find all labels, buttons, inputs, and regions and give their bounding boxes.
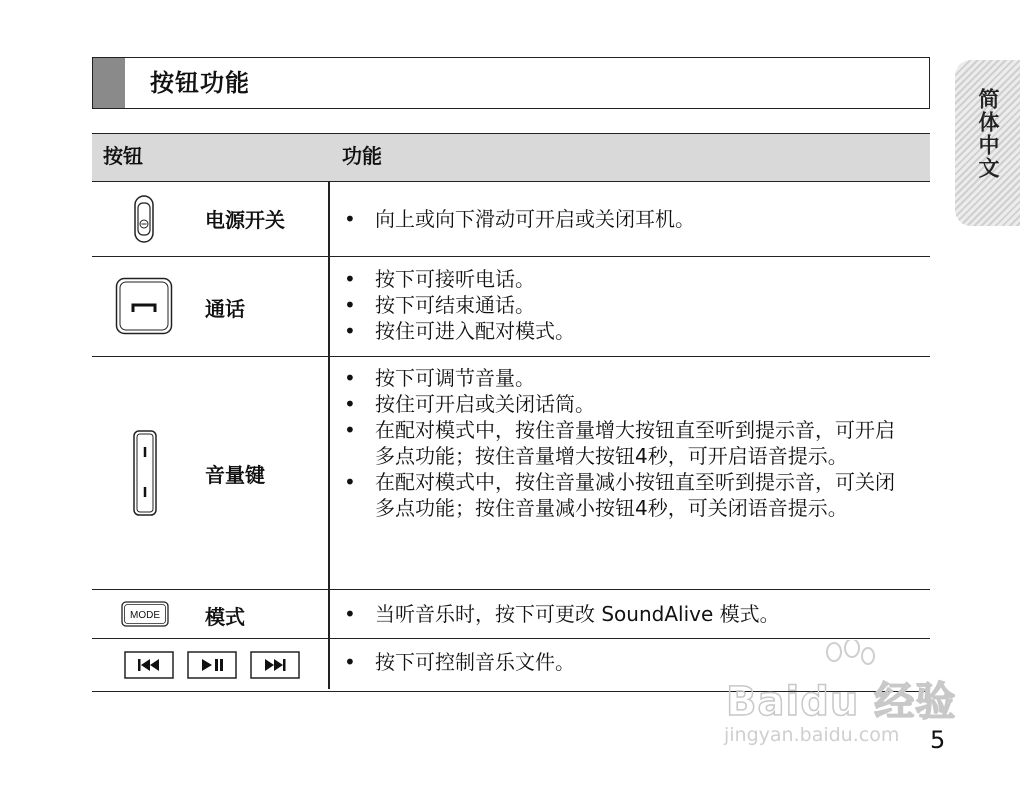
watermark-url: jingyan.baidu.com bbox=[724, 724, 900, 746]
section-title-bar bbox=[92, 57, 930, 109]
language-tab-label: 简体中文 bbox=[976, 88, 1000, 180]
table-row bbox=[92, 357, 930, 590]
next-track-icon bbox=[251, 652, 299, 678]
table-row bbox=[92, 182, 930, 257]
function-item: • 在配对模式中，按住音量增大按钮直至听到提示音，可开启多点功能；按住音量增大按钮4秒，可开启语音提示。 bbox=[342, 417, 902, 469]
function-item: • 按住可进入配对模式。 bbox=[342, 318, 575, 344]
function-item: • 按下可控制音乐文件。 bbox=[342, 649, 575, 675]
play-pause-icon bbox=[188, 652, 236, 678]
table-header bbox=[92, 133, 930, 182]
function-item: • 按下可接听电话。 bbox=[342, 266, 575, 292]
power-switch-icon bbox=[133, 194, 155, 248]
function-list bbox=[342, 206, 695, 232]
function-list bbox=[342, 601, 780, 627]
mode-icon-label: MODE bbox=[130, 610, 160, 621]
function-item: • 按下可调节音量。 bbox=[342, 365, 902, 391]
function-item: • 按下可结束通话。 bbox=[342, 292, 575, 318]
media-control-icons bbox=[124, 651, 302, 683]
header-function: 功能 bbox=[342, 144, 382, 168]
function-list bbox=[342, 649, 575, 675]
volume-key-icon bbox=[132, 429, 158, 521]
row-button-name: 通话 bbox=[205, 297, 245, 321]
function-item: • 在配对模式中，按住音量减小按钮直至听到提示音，可关闭多点功能；按住音量减小按钮4秒，可关闭语音提示。 bbox=[342, 469, 902, 521]
function-item: • 当听音乐时，按下可更改 SoundAlive 模式。 bbox=[342, 601, 780, 627]
function-list bbox=[342, 365, 902, 521]
table-row bbox=[92, 590, 930, 639]
function-item: • 按住可开启或关闭话筒。 bbox=[342, 391, 902, 417]
section-title: 按钮功能 bbox=[150, 69, 250, 97]
row-button-name: 电源开关 bbox=[205, 208, 285, 232]
watermark-brand: Baidu 经验 bbox=[726, 679, 957, 725]
previous-track-icon bbox=[125, 652, 173, 678]
call-button-icon bbox=[115, 277, 173, 339]
table-row bbox=[92, 257, 930, 357]
header-button: 按钮 bbox=[103, 144, 143, 168]
table-row bbox=[92, 639, 930, 692]
row-button-name: 音量键 bbox=[205, 463, 265, 487]
mode-button-icon bbox=[121, 601, 169, 631]
page-number: 5 bbox=[930, 726, 946, 754]
title-accent-block bbox=[93, 58, 125, 108]
language-side-tab bbox=[955, 60, 1020, 226]
function-item: • 向上或向下滑动可开启或关闭耳机。 bbox=[342, 206, 695, 232]
button-function-table bbox=[92, 133, 930, 692]
row-button-name: 模式 bbox=[205, 605, 245, 629]
function-list bbox=[342, 266, 575, 344]
